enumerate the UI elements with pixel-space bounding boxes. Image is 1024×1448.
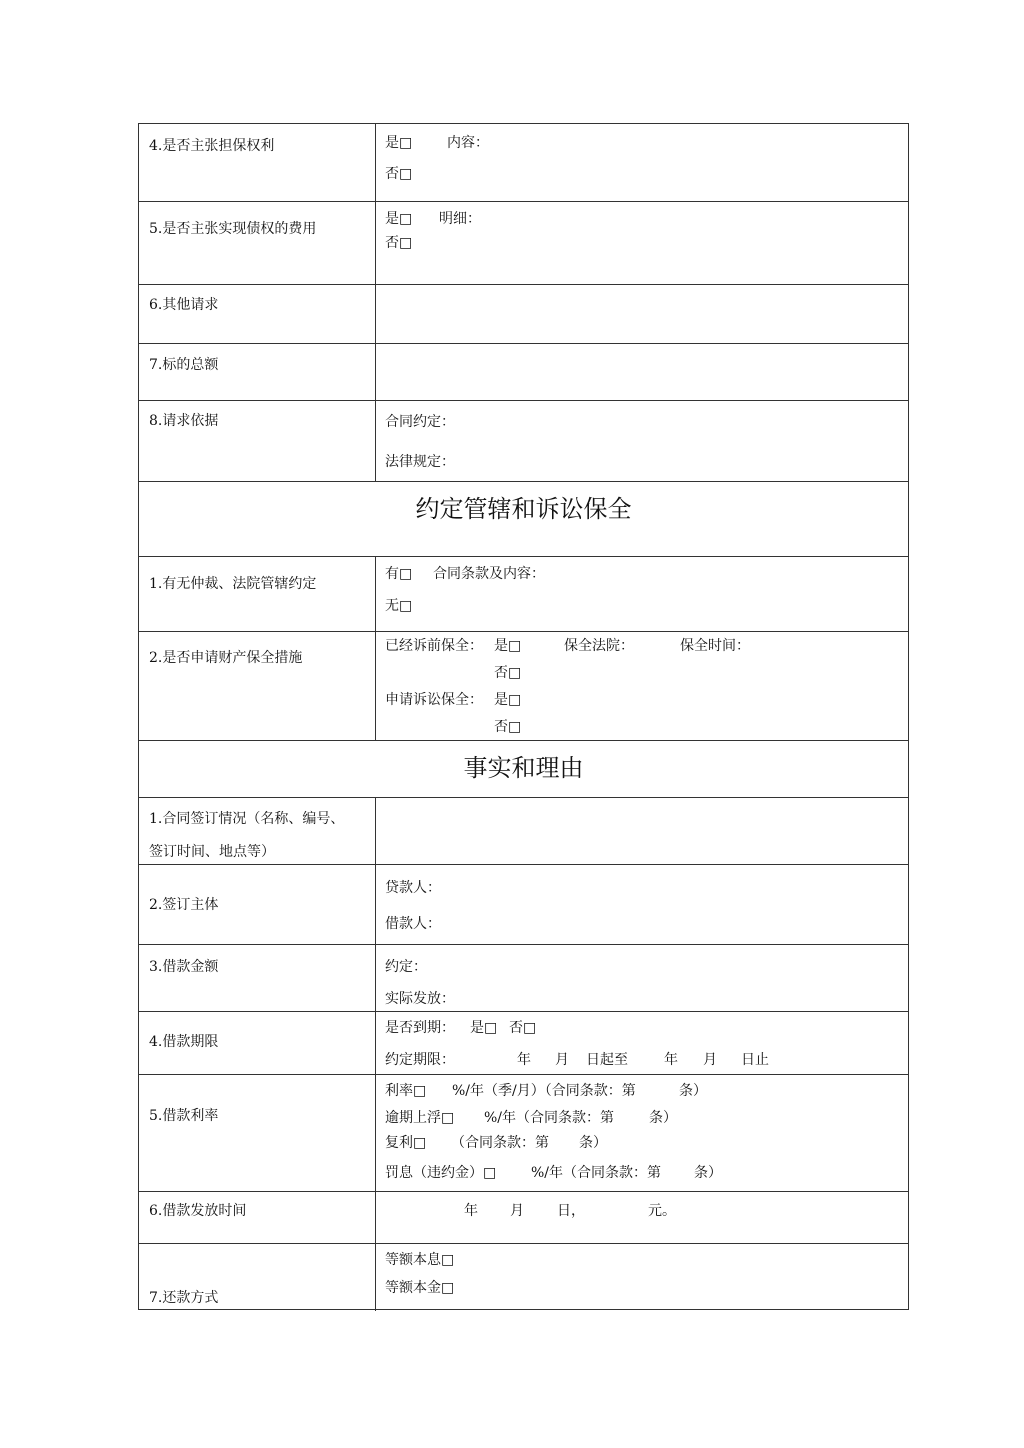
row-label: 6.借款发放时间 (149, 1203, 247, 1219)
from-day-text: 日起至 (586, 1052, 628, 1068)
row-divider (139, 740, 908, 741)
section-heading: 约定管辖和诉讼保全 (415, 495, 632, 523)
year-text: 年 (464, 1203, 478, 1219)
row-divider (139, 864, 908, 865)
checkbox-yes[interactable]: 是□ (494, 638, 522, 654)
interest-rate-checkbox[interactable]: 利率□ (385, 1083, 427, 1099)
row-label: 2.是否申请财产保全措施 (149, 650, 303, 666)
checkbox-no[interactable]: 否□ (385, 235, 413, 251)
equal-principal-checkbox[interactable]: 等额本金□ (385, 1280, 455, 1296)
to-day-text: 日止 (741, 1052, 769, 1068)
row-label: 5.是否主张实现债权的费用 (149, 221, 317, 237)
row-divider (139, 1243, 908, 1244)
lender-label: 贷款人： (385, 880, 441, 896)
due-label: 是否到期： (385, 1020, 455, 1036)
row-label: 6.其他请求 (149, 297, 219, 313)
period-label: 约定期限： (385, 1052, 455, 1068)
row-divider (139, 1074, 908, 1075)
row-divider (139, 797, 908, 798)
clause-end: 条） (694, 1165, 722, 1181)
yuan-text: 元。 (648, 1203, 676, 1219)
clause-end: 条） (679, 1083, 707, 1099)
litigation-preservation-label: 申请诉讼保全： (385, 692, 483, 708)
detail-label: 明细： (439, 211, 481, 227)
legal-basis-label: 法律规定： (385, 454, 455, 470)
penalty-interest-checkbox[interactable]: 罚息（违约金）□ (385, 1165, 497, 1181)
month-text: 月 (510, 1203, 524, 1219)
checkbox-yes[interactable]: 是□ (470, 1020, 498, 1036)
checkbox-no[interactable]: 否□ (509, 1020, 537, 1036)
row-divider (139, 284, 908, 285)
row-label: 1.合同签订情况（名称、编号、 (149, 811, 345, 827)
row-divider (139, 481, 908, 482)
row-divider (139, 1011, 908, 1012)
checkbox-no[interactable]: 否□ (385, 166, 413, 182)
pre-preservation-label: 已经诉前保全： (385, 638, 483, 654)
row-label: 7.标的总额 (149, 357, 219, 373)
row-label: 4.是否主张担保权利 (149, 138, 275, 154)
detail-label: 内容： (447, 135, 489, 151)
month-text: 月 (703, 1052, 717, 1068)
actual-amount-label: 实际发放： (385, 991, 455, 1007)
row-label: 2.签订主体 (149, 897, 219, 913)
rate-text: %/年（合同条款：第 (531, 1165, 662, 1181)
clause-text: （合同条款：第 (451, 1135, 549, 1151)
rate-text: %/年（季/月）（合同条款：第 (452, 1083, 636, 1099)
row-divider (139, 631, 908, 632)
equal-installment-checkbox[interactable]: 等额本息□ (385, 1252, 455, 1268)
column-divider (375, 124, 376, 481)
column-divider (375, 556, 376, 740)
preservation-court-label: 保全法院： (564, 638, 634, 654)
column-divider (375, 797, 376, 1311)
checkbox-yes[interactable]: 是□ (385, 135, 413, 151)
preservation-time-label: 保全时间： (680, 638, 750, 654)
checkbox-yes[interactable]: 是□ (494, 692, 522, 708)
clause-end: 条） (649, 1110, 677, 1126)
rate-text: %/年（合同条款：第 (484, 1110, 615, 1126)
row-label: 8.请求依据 (149, 413, 219, 429)
section-heading: 事实和理由 (463, 754, 584, 782)
complaint-form-table (138, 123, 909, 1310)
compound-interest-checkbox[interactable]: 复利□ (385, 1135, 427, 1151)
row-divider (139, 343, 908, 344)
overdue-rate-checkbox[interactable]: 逾期上浮□ (385, 1110, 455, 1126)
row-divider (139, 944, 908, 945)
row-label: 7.还款方式 (149, 1290, 219, 1306)
row-divider (139, 201, 908, 202)
year-text: 年 (664, 1052, 678, 1068)
year-text: 年 (517, 1052, 531, 1068)
row-label: 1.有无仲裁、法院管辖约定 (149, 576, 317, 592)
checkbox-yes[interactable]: 是□ (385, 211, 413, 227)
checkbox-yes[interactable]: 有□ (385, 566, 413, 582)
month-text: 月 (555, 1052, 569, 1068)
checkbox-no[interactable]: 否□ (494, 719, 522, 735)
row-label-cont: 签订时间、地点等） (149, 844, 275, 860)
borrower-label: 借款人： (385, 916, 441, 932)
row-divider (139, 556, 908, 557)
day-text: 日， (557, 1203, 585, 1219)
row-label: 3.借款金额 (149, 959, 219, 975)
row-label: 4.借款期限 (149, 1034, 219, 1050)
row-divider (139, 400, 908, 401)
detail-label: 合同条款及内容： (433, 566, 545, 582)
agreed-amount-label: 约定： (385, 959, 427, 975)
row-label: 5.借款利率 (149, 1108, 219, 1124)
clause-end: 条） (579, 1135, 607, 1151)
checkbox-no[interactable]: 无□ (385, 598, 413, 614)
contract-basis-label: 合同约定： (385, 414, 455, 430)
row-divider (139, 1191, 908, 1192)
checkbox-no[interactable]: 否□ (494, 665, 522, 681)
